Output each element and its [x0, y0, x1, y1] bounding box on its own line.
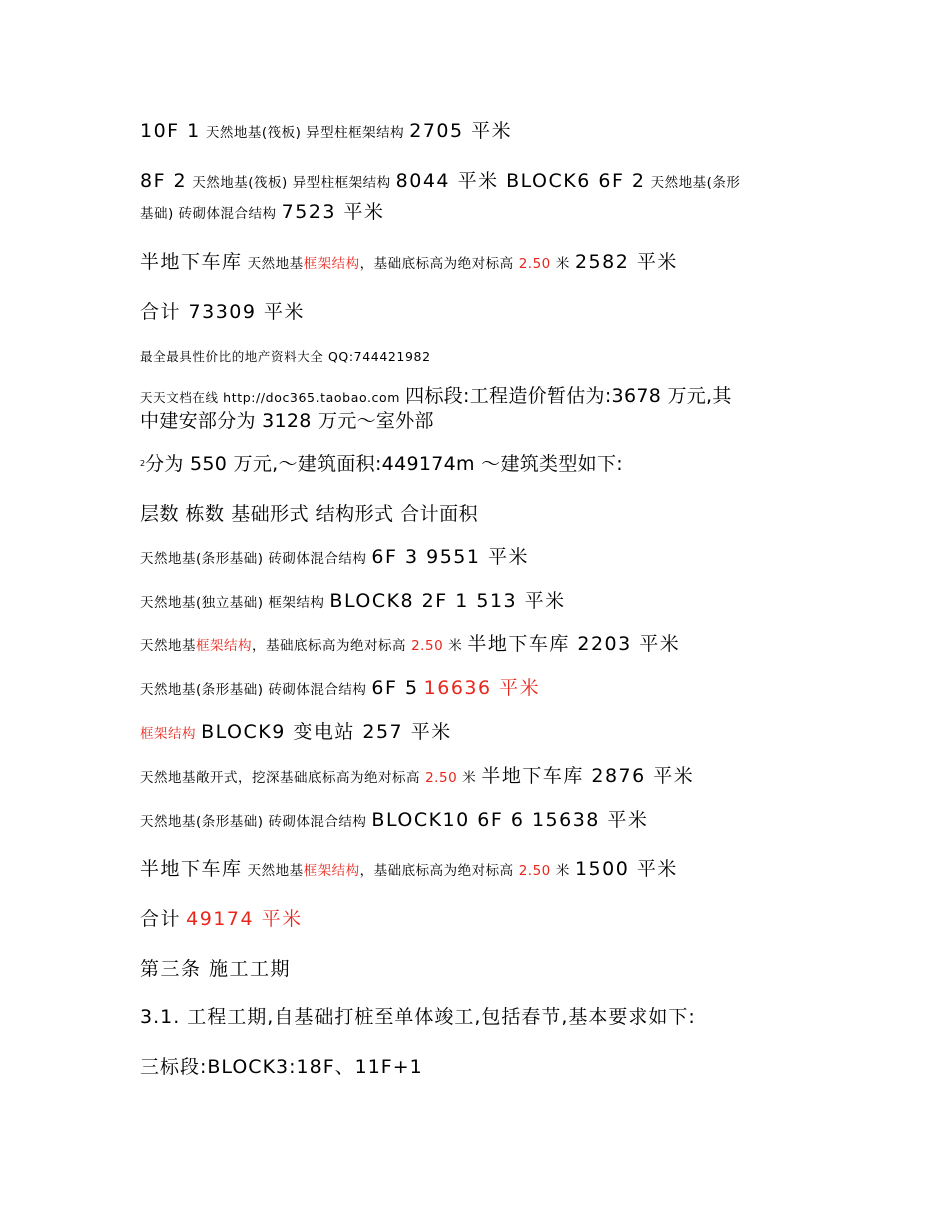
text: 2582 平米	[574, 251, 678, 273]
line-18	[140, 860, 678, 879]
text: 3.1. 工程工期,自基础打桩至单体竣工,包括春节,基本要求如下:	[140, 1006, 696, 1028]
text: 基础) 砖砌体混合结构	[140, 206, 277, 222]
text: BLOCK8 2F 1 513 平米	[329, 590, 566, 612]
text: 2705 平米	[409, 120, 513, 142]
text: 天然地基(独立基础) 框架结构	[140, 595, 325, 611]
text: 半地下车库	[140, 858, 243, 880]
text: 天然地基敞开式，挖深基础底标高为绝对标高	[140, 770, 420, 786]
line-19	[140, 910, 303, 929]
line-2	[140, 172, 740, 191]
highlight-text: 49174 平米	[186, 908, 303, 930]
text: 米	[555, 863, 570, 879]
line-3	[140, 203, 385, 222]
text: 三标段:BLOCK3:18F、11F+1	[140, 1056, 423, 1078]
table-header: 层数 栋数 基础形式 结构形式 合计面积	[140, 503, 479, 525]
text: ，基础底标高为绝对标高	[252, 638, 406, 654]
highlight-text: 2.50	[425, 770, 458, 786]
text: 天然地基(筏板) 异型柱框架结构	[192, 175, 391, 191]
highlight-text: 2.50	[411, 638, 444, 654]
line-11	[140, 548, 529, 567]
highlight-text: 框架结构	[140, 726, 196, 742]
highlight-text: 框架结构	[303, 256, 360, 272]
text: 天然地基	[247, 863, 304, 879]
text: BLOCK10 6F 6 15638 平米	[371, 809, 649, 831]
superscript: 2	[140, 459, 146, 468]
line-6	[140, 348, 431, 364]
text: 米	[448, 638, 463, 654]
text: 半地下车库	[140, 251, 243, 273]
text: 米	[555, 256, 570, 272]
line-9	[140, 455, 623, 474]
text: 天然地基(筏板) 异型柱框架结构	[205, 125, 405, 141]
highlight-text: 框架结构	[303, 863, 360, 879]
text: 10F 1	[140, 120, 201, 142]
text: 分为 550 万元,～建筑面积:449174m ～建筑类型如下:	[145, 453, 623, 475]
text: 天然地基(条形基础) 砖砌体混合结构	[140, 814, 367, 830]
text: 米	[462, 770, 477, 786]
highlight-text: 框架结构	[196, 638, 252, 654]
line-5	[140, 303, 305, 322]
line-15	[140, 723, 452, 742]
highlight-text: 2.50	[518, 256, 551, 272]
text: 1500 平米	[574, 858, 678, 880]
text: 半地下车库 2203 平米	[467, 633, 681, 655]
text: 8044 平米 BLOCK6 6F 2	[395, 170, 646, 192]
line-22	[140, 1058, 423, 1077]
text: 合计 73309 平米	[140, 301, 306, 323]
line-20	[140, 960, 291, 979]
line-4	[140, 253, 678, 272]
text: 最全最具性价比的地产资料大全 QQ:744421982	[140, 349, 431, 364]
line-13	[140, 635, 680, 654]
highlight-text: 16636 平米	[423, 677, 541, 699]
section-heading: 第三条 施工工期	[140, 958, 292, 980]
line-12	[140, 592, 566, 611]
highlight-text: 2.50	[518, 863, 551, 879]
text: 半地下车库 2876 平米	[481, 765, 695, 787]
line-14	[140, 679, 540, 698]
text: 中建安部分为 3128 万元～室外部	[140, 410, 434, 432]
text: 6F 5	[371, 677, 419, 699]
text: 天然地基(条形基础) 砖砌体混合结构	[140, 682, 367, 698]
text: 四标段:工程造价暂估为:3678 万元,其	[405, 385, 732, 407]
line-7	[140, 387, 732, 406]
text: ，基础底标高为绝对标高	[359, 256, 514, 272]
text: ，基础底标高为绝对标高	[359, 863, 514, 879]
line-17	[140, 811, 648, 830]
text: 合计	[140, 908, 182, 930]
text: 8F 2	[140, 170, 188, 192]
line-8	[140, 412, 434, 431]
line-16	[140, 767, 694, 786]
text: 天然地基	[247, 256, 304, 272]
line-10	[140, 505, 478, 524]
text: 天然地基(条形	[650, 175, 741, 191]
line-1	[140, 122, 512, 141]
text: BLOCK9 变电站 257 平米	[201, 721, 452, 743]
text: 天然地基	[140, 638, 196, 654]
line-21	[140, 1008, 696, 1027]
text: 天然地基(条形基础) 砖砌体混合结构	[140, 551, 367, 567]
text: 天天文档在线 http://doc365.taobao.com	[140, 390, 401, 405]
text: 6F 3 9551 平米	[371, 546, 529, 568]
text: 7523 平米	[281, 201, 385, 223]
